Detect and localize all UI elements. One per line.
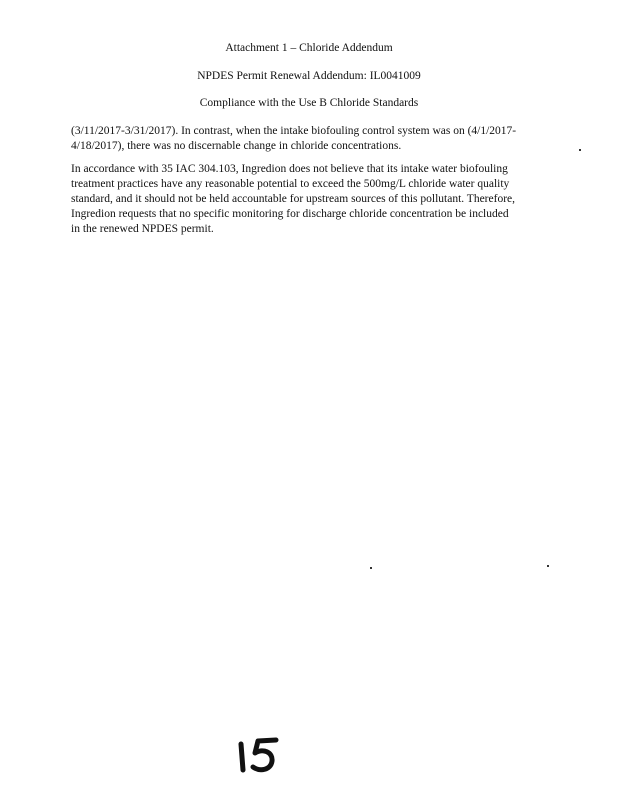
paragraph-line: 4/18/2017), there was no discernable change in chloride concentrations.: [71, 140, 402, 152]
handwritten-page-number: [232, 730, 292, 776]
attachment-heading: Attachment 1 – Chloride Addendum: [225, 42, 393, 54]
permit-heading: NPDES Permit Renewal Addendum: IL0041009: [197, 70, 421, 82]
paragraph-line: standard, and it should not be held accountable for upstream sources of this pollutant. Therefore,: [71, 193, 516, 205]
paragraph-chloride-observations: [71, 124, 561, 154]
paragraph-line: (3/11/2017-3/31/2017). In contrast, when the intake biofouling control system was on (4/1/2017-: [71, 125, 517, 137]
scan-speck: [370, 567, 372, 569]
handwritten-15-drawing: [232, 730, 292, 776]
section-heading: Compliance with the Use B Chloride Standards: [199, 97, 419, 109]
paragraph-line: In accordance with 35 IAC 304.103, Ingredion does not believe that its intake water biofouling: [71, 163, 508, 175]
scan-speck: [579, 149, 581, 151]
paragraph-line: in the renewed NPDES permit.: [71, 223, 214, 235]
scan-speck: [547, 565, 549, 567]
paragraph-conclusion: [71, 162, 561, 237]
paragraph-line: Ingredion requests that no specific monitoring for discharge chloride concentration be included: [71, 208, 509, 220]
paragraph-line: treatment practices have any reasonable potential to exceed the 500mg/L chloride water quality: [71, 178, 510, 190]
